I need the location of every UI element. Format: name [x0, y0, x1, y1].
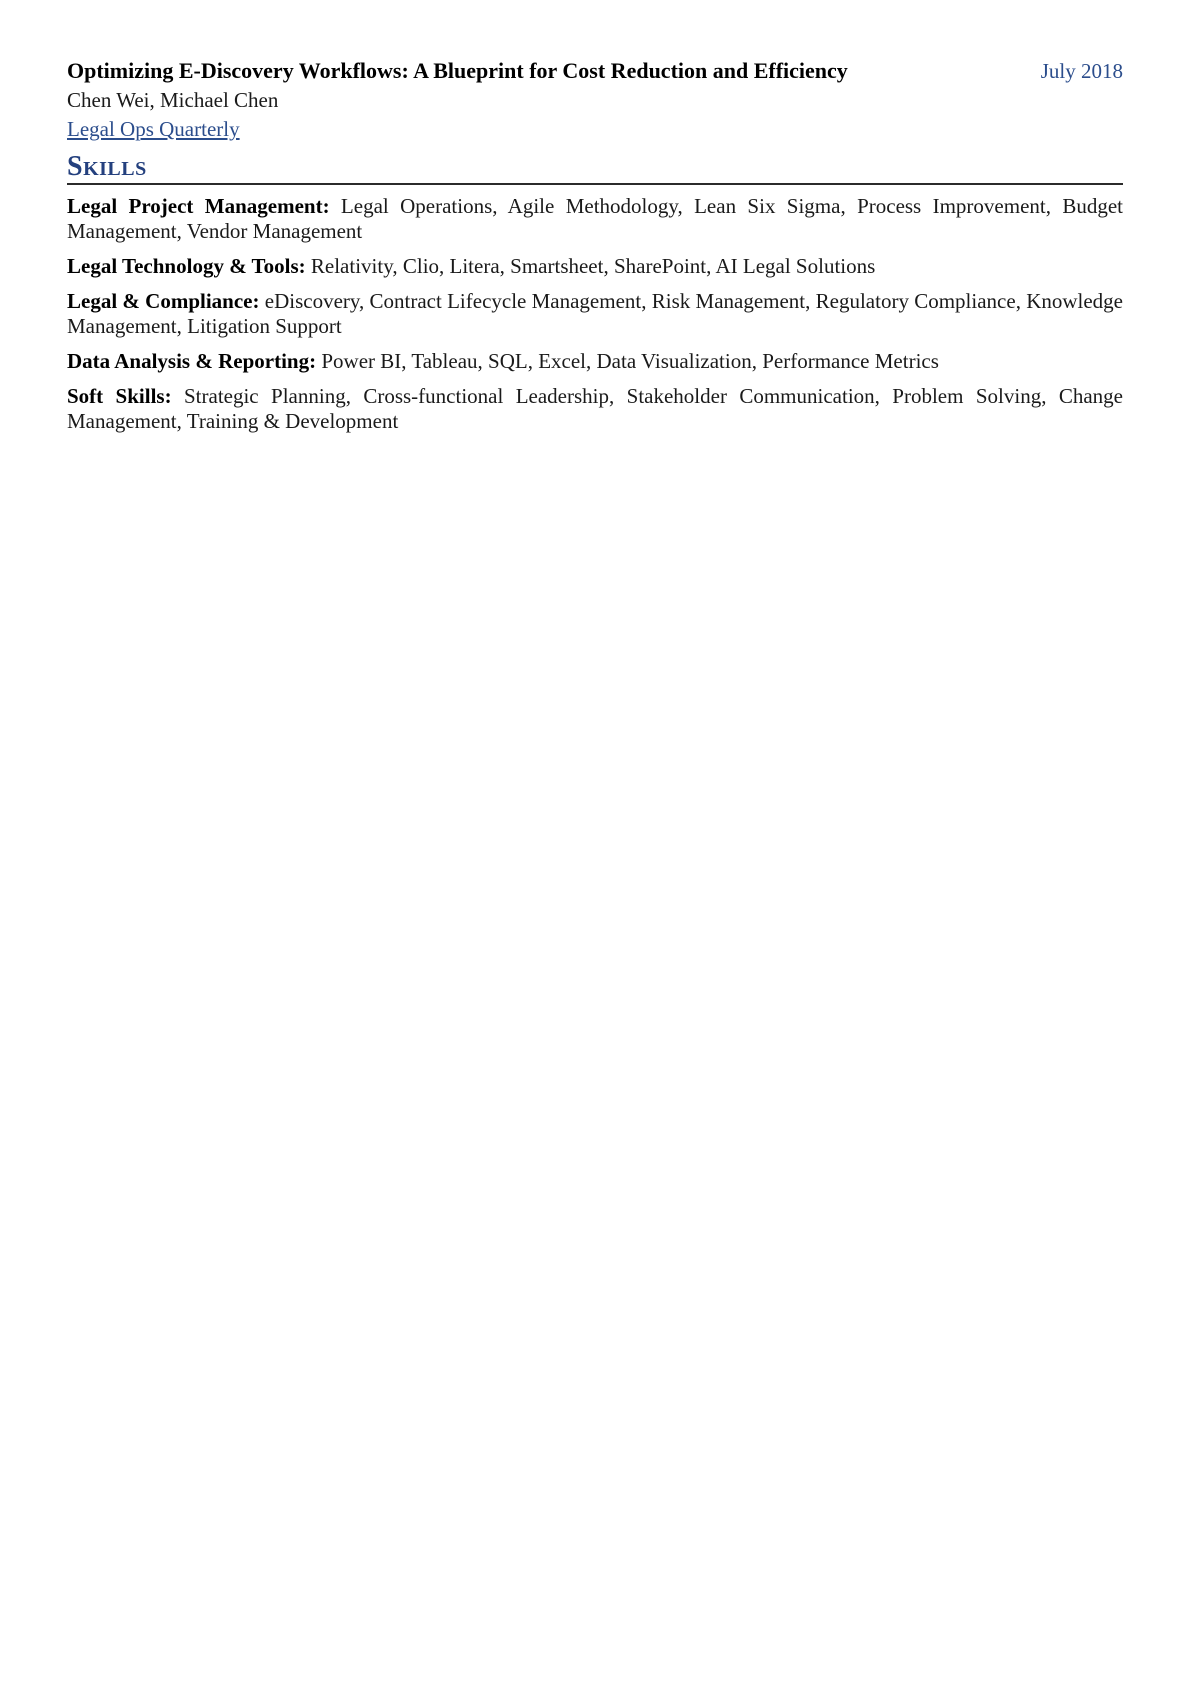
skill-items: Legal Operations, Agile Methodology, Lean Six Sigma, Process Improvement, Budget Management, Vendor Management: [67, 194, 1123, 243]
skill-label: Legal Project Management:: [67, 194, 330, 218]
skill-label: Soft Skills:: [67, 384, 172, 408]
skill-label: Data Analysis & Reporting:: [67, 349, 317, 373]
skill-row: [67, 349, 1123, 374]
skill-items: Strategic Planning, Cross-functional Leadership, Stakeholder Communication, Problem Solving, Change Management, Training & Development: [67, 384, 1123, 433]
authors-line: Chen Wei, Michael Chen: [67, 88, 279, 112]
skill-row: [67, 384, 1123, 434]
skill-label: Legal Technology & Tools:: [67, 254, 306, 278]
page-title: Optimizing E-Discovery Workflows: A Blueprint for Cost Reduction and Efficiency: [67, 58, 848, 83]
skill-row: [67, 254, 1123, 279]
journal-link[interactable]: Legal Ops Quarterly: [67, 117, 240, 141]
date-label: July 2018: [1040, 59, 1123, 83]
skill-label: Legal & Compliance:: [67, 289, 260, 313]
section-heading-skills: Skills: [67, 151, 147, 182]
document-header: [67, 57, 1123, 84]
skill-items: Power BI, Tableau, SQL, Excel, Data Visualization, Performance Metrics: [316, 349, 939, 373]
skill-items: eDiscovery, Contract Lifecycle Management, Risk Management, Regulatory Compliance, Knowledge Management, Litigation Support: [67, 289, 1124, 338]
skill-row: [67, 289, 1123, 339]
skill-items: Relativity, Clio, Litera, Smartsheet, SharePoint, AI Legal Solutions: [305, 254, 876, 278]
skills-block: [67, 194, 1123, 434]
skill-row: [67, 194, 1123, 244]
section-rule: [67, 183, 1123, 185]
